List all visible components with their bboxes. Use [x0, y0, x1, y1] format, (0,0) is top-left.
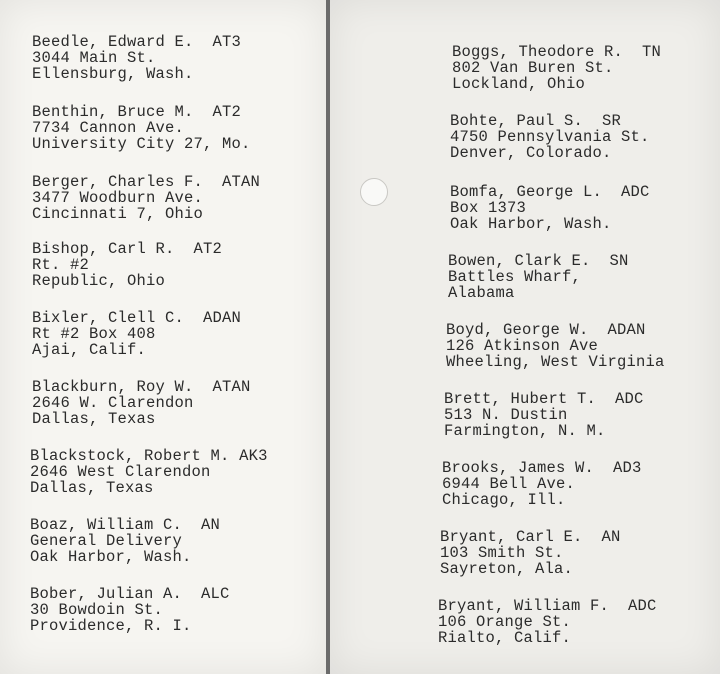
entry-city: Dallas, Texas — [32, 410, 156, 428]
entry-name: Bohte, Paul S. — [450, 112, 584, 130]
entry-name-line — [450, 184, 650, 200]
entry-name-line — [446, 322, 665, 338]
roster-entry — [32, 379, 251, 427]
entry-name: Brooks, James W. — [442, 459, 595, 477]
entry-rating: AT3 — [212, 33, 242, 51]
roster-entry — [450, 184, 650, 232]
entry-rating: ADC — [615, 390, 644, 408]
entry-city: University City 27, Mo. — [32, 135, 251, 153]
entry-rating: AK3 — [239, 447, 268, 465]
entry-rating: AD3 — [613, 459, 642, 477]
entry-city: Ellensburg, Wash. — [32, 65, 194, 83]
entry-address: 513 N. Dustin — [444, 406, 568, 424]
entry-city: Providence, R. I. — [30, 617, 192, 635]
entry-name-line — [30, 448, 268, 464]
entry-name: Bishop, Carl R. — [32, 240, 175, 258]
roster-entry — [30, 586, 230, 634]
entry-name: Bixler, Clell C. — [32, 309, 185, 327]
entry-address: 3477 Woodburn Ave. — [32, 189, 204, 207]
entry-city: Republic, Ohio — [32, 272, 166, 290]
entry-name-line — [442, 460, 642, 476]
entry-rating: TN — [642, 43, 662, 61]
entry-address: 2646 W. Clarendon — [32, 394, 194, 412]
entry-name-line — [32, 241, 222, 257]
roster-entry — [32, 104, 251, 152]
roster-entry — [442, 460, 642, 508]
entry-name-line — [440, 529, 621, 545]
entry-name: Berger, Charles F. — [32, 173, 204, 191]
entry-address: Battles Wharf, — [448, 268, 582, 286]
entry-name: Boggs, Theodore R. — [452, 43, 624, 61]
roster-entry — [30, 517, 220, 565]
roster-entry — [450, 113, 650, 161]
entry-name-line — [452, 44, 661, 60]
entry-rating: ATAN — [212, 378, 251, 396]
entry-name: Boaz, William C. — [30, 516, 183, 534]
entry-address: 802 Van Buren St. — [452, 59, 614, 77]
entry-name: Bomfa, George L. — [450, 183, 603, 201]
entry-rating: ATAN — [222, 173, 261, 191]
entry-name-line — [438, 598, 657, 614]
entry-address: 3044 Main St. — [32, 49, 156, 67]
entry-name: Beedle, Edward E. — [32, 33, 194, 51]
entry-address: 6944 Bell Ave. — [442, 475, 576, 493]
roster-entry — [444, 391, 644, 439]
entry-address: 4750 Pennsylvania St. — [450, 128, 650, 146]
entry-city: Oak Harbor, Wash. — [30, 548, 192, 566]
entry-address: Box 1373 — [450, 199, 527, 217]
entry-city: Alabama — [448, 284, 515, 302]
roster-entry — [32, 174, 260, 222]
entry-city: Rialto, Calif. — [438, 629, 572, 647]
roster-entry — [32, 310, 241, 358]
entry-address: 126 Atkinson Ave — [446, 337, 599, 355]
entry-name-line — [32, 34, 241, 50]
entry-address: 30 Bowdoin St. — [30, 601, 164, 619]
entry-city: Wheeling, West Virginia — [446, 353, 665, 371]
entry-rating: ADAN — [607, 321, 646, 339]
entry-city: Oak Harbor, Wash. — [450, 215, 612, 233]
entry-name: Benthin, Bruce M. — [32, 103, 194, 121]
entry-name-line — [30, 517, 220, 533]
entry-name: Blackburn, Roy W. — [32, 378, 194, 396]
entry-name: Brett, Hubert T. — [444, 390, 597, 408]
entry-name-line — [32, 104, 251, 120]
entry-address: 106 Orange St. — [438, 613, 572, 631]
entry-name: Bober, Julian A. — [30, 585, 183, 603]
entry-rating: AN — [201, 516, 221, 534]
entry-name-line — [32, 379, 251, 395]
entry-city: Lockland, Ohio — [452, 75, 586, 93]
roster-entry — [30, 448, 268, 496]
entry-rating: SR — [602, 112, 622, 130]
left-page — [0, 0, 326, 674]
roster-entry — [438, 598, 657, 646]
entry-name: Bryant, William F. — [438, 597, 610, 615]
entry-rating: AT2 — [193, 240, 223, 258]
roster-entry — [448, 253, 629, 301]
roster-entry — [446, 322, 665, 370]
entry-name-line — [32, 310, 241, 326]
entry-rating: ALC — [201, 585, 230, 603]
entry-city: Dallas, Texas — [30, 479, 154, 497]
entry-rating: ADAN — [203, 309, 242, 327]
entry-city: Ajai, Calif. — [32, 341, 147, 359]
entry-name: Boyd, George W. — [446, 321, 589, 339]
roster-entry — [32, 241, 222, 289]
entry-city: Farmington, N. M. — [444, 422, 606, 440]
entry-city: Denver, Colorado. — [450, 144, 612, 162]
roster-entry — [452, 44, 661, 92]
entry-city: Cincinnati 7, Ohio — [32, 205, 204, 223]
punch-hole — [360, 178, 388, 206]
roster-entry — [32, 34, 241, 82]
entry-address: Rt. #2 — [32, 256, 90, 274]
entry-name-line — [30, 586, 230, 602]
right-page — [330, 0, 720, 674]
entry-rating: SN — [609, 252, 629, 270]
entry-name-line — [32, 174, 260, 190]
entry-rating: AT2 — [212, 103, 242, 121]
entry-address: General Delivery — [30, 532, 183, 550]
entry-name-line — [448, 253, 629, 269]
entry-name: Bryant, Carl E. — [440, 528, 583, 546]
roster-entry — [440, 529, 621, 577]
entry-address: 7734 Cannon Ave. — [32, 119, 185, 137]
entry-name: Blackstock, Robert M. — [30, 447, 230, 465]
entry-address: 103 Smith St. — [440, 544, 564, 562]
entry-city: Sayreton, Ala. — [440, 560, 574, 578]
entry-rating: AN — [601, 528, 621, 546]
entry-address: 2646 West Clarendon — [30, 463, 211, 481]
entry-rating: ADC — [621, 183, 650, 201]
entry-name-line — [444, 391, 644, 407]
entry-address: Rt #2 Box 408 — [32, 325, 156, 343]
entry-name: Bowen, Clark E. — [448, 252, 591, 270]
entry-name-line — [450, 113, 650, 129]
entry-rating: ADC — [628, 597, 657, 615]
entry-city: Chicago, Ill. — [442, 491, 566, 509]
